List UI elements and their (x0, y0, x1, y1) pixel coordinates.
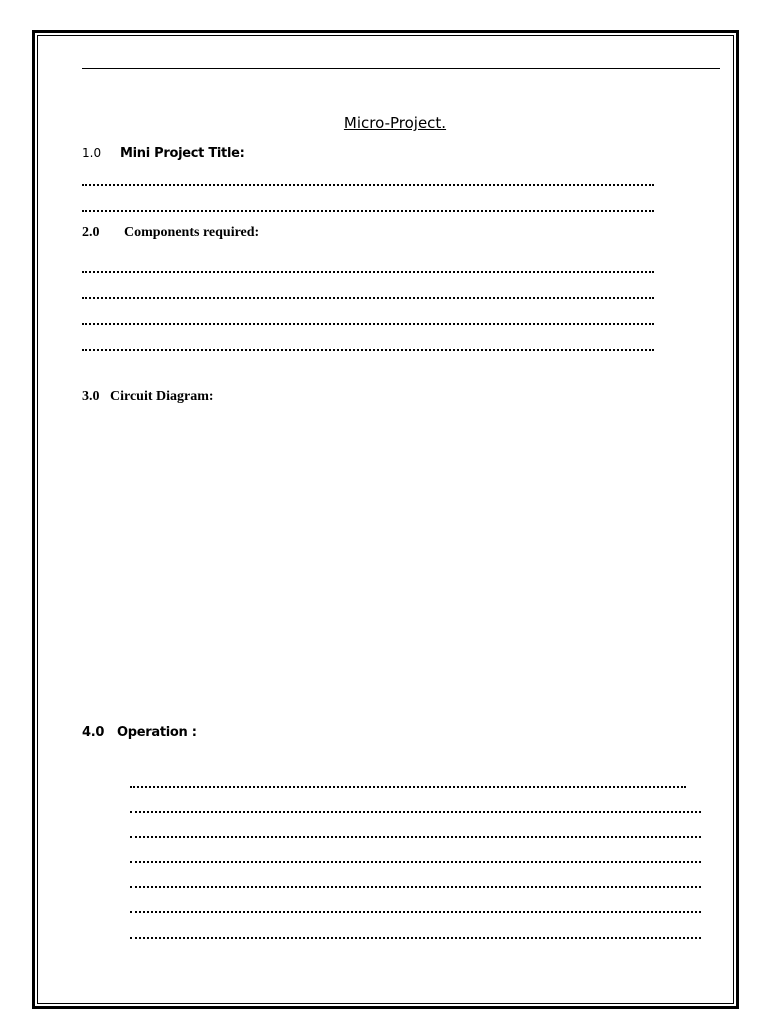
section-1-label: Mini Project Title: (120, 146, 245, 161)
section-3-label: Circuit Diagram: (110, 389, 214, 404)
header-rule (82, 68, 720, 69)
fill-line (82, 210, 654, 212)
document-title: Micro-Project. (343, 114, 447, 132)
section-2-label: Components required: (124, 225, 260, 240)
section-1-number: 1.0 (82, 146, 102, 160)
section-4-number: 4.0 (82, 725, 105, 740)
fill-line (130, 937, 701, 939)
section-1-heading (82, 146, 245, 161)
fill-line (82, 349, 654, 351)
section-2-heading (82, 225, 259, 241)
fill-line (130, 886, 701, 888)
fill-line (130, 861, 701, 863)
fill-line (82, 297, 654, 299)
fill-line (130, 836, 701, 838)
fill-line (82, 323, 654, 325)
section-3-heading (82, 389, 214, 405)
section-2-number: 2.0 (82, 225, 100, 240)
fill-line (130, 786, 686, 788)
fill-line (82, 271, 654, 273)
section-4-heading (82, 725, 197, 740)
page-border-inner (37, 35, 734, 1004)
fill-line (130, 911, 701, 913)
section-4-label: Operation : (117, 725, 197, 740)
fill-line (82, 184, 654, 186)
fill-line (130, 811, 701, 813)
section-3-number: 3.0 (82, 389, 100, 404)
